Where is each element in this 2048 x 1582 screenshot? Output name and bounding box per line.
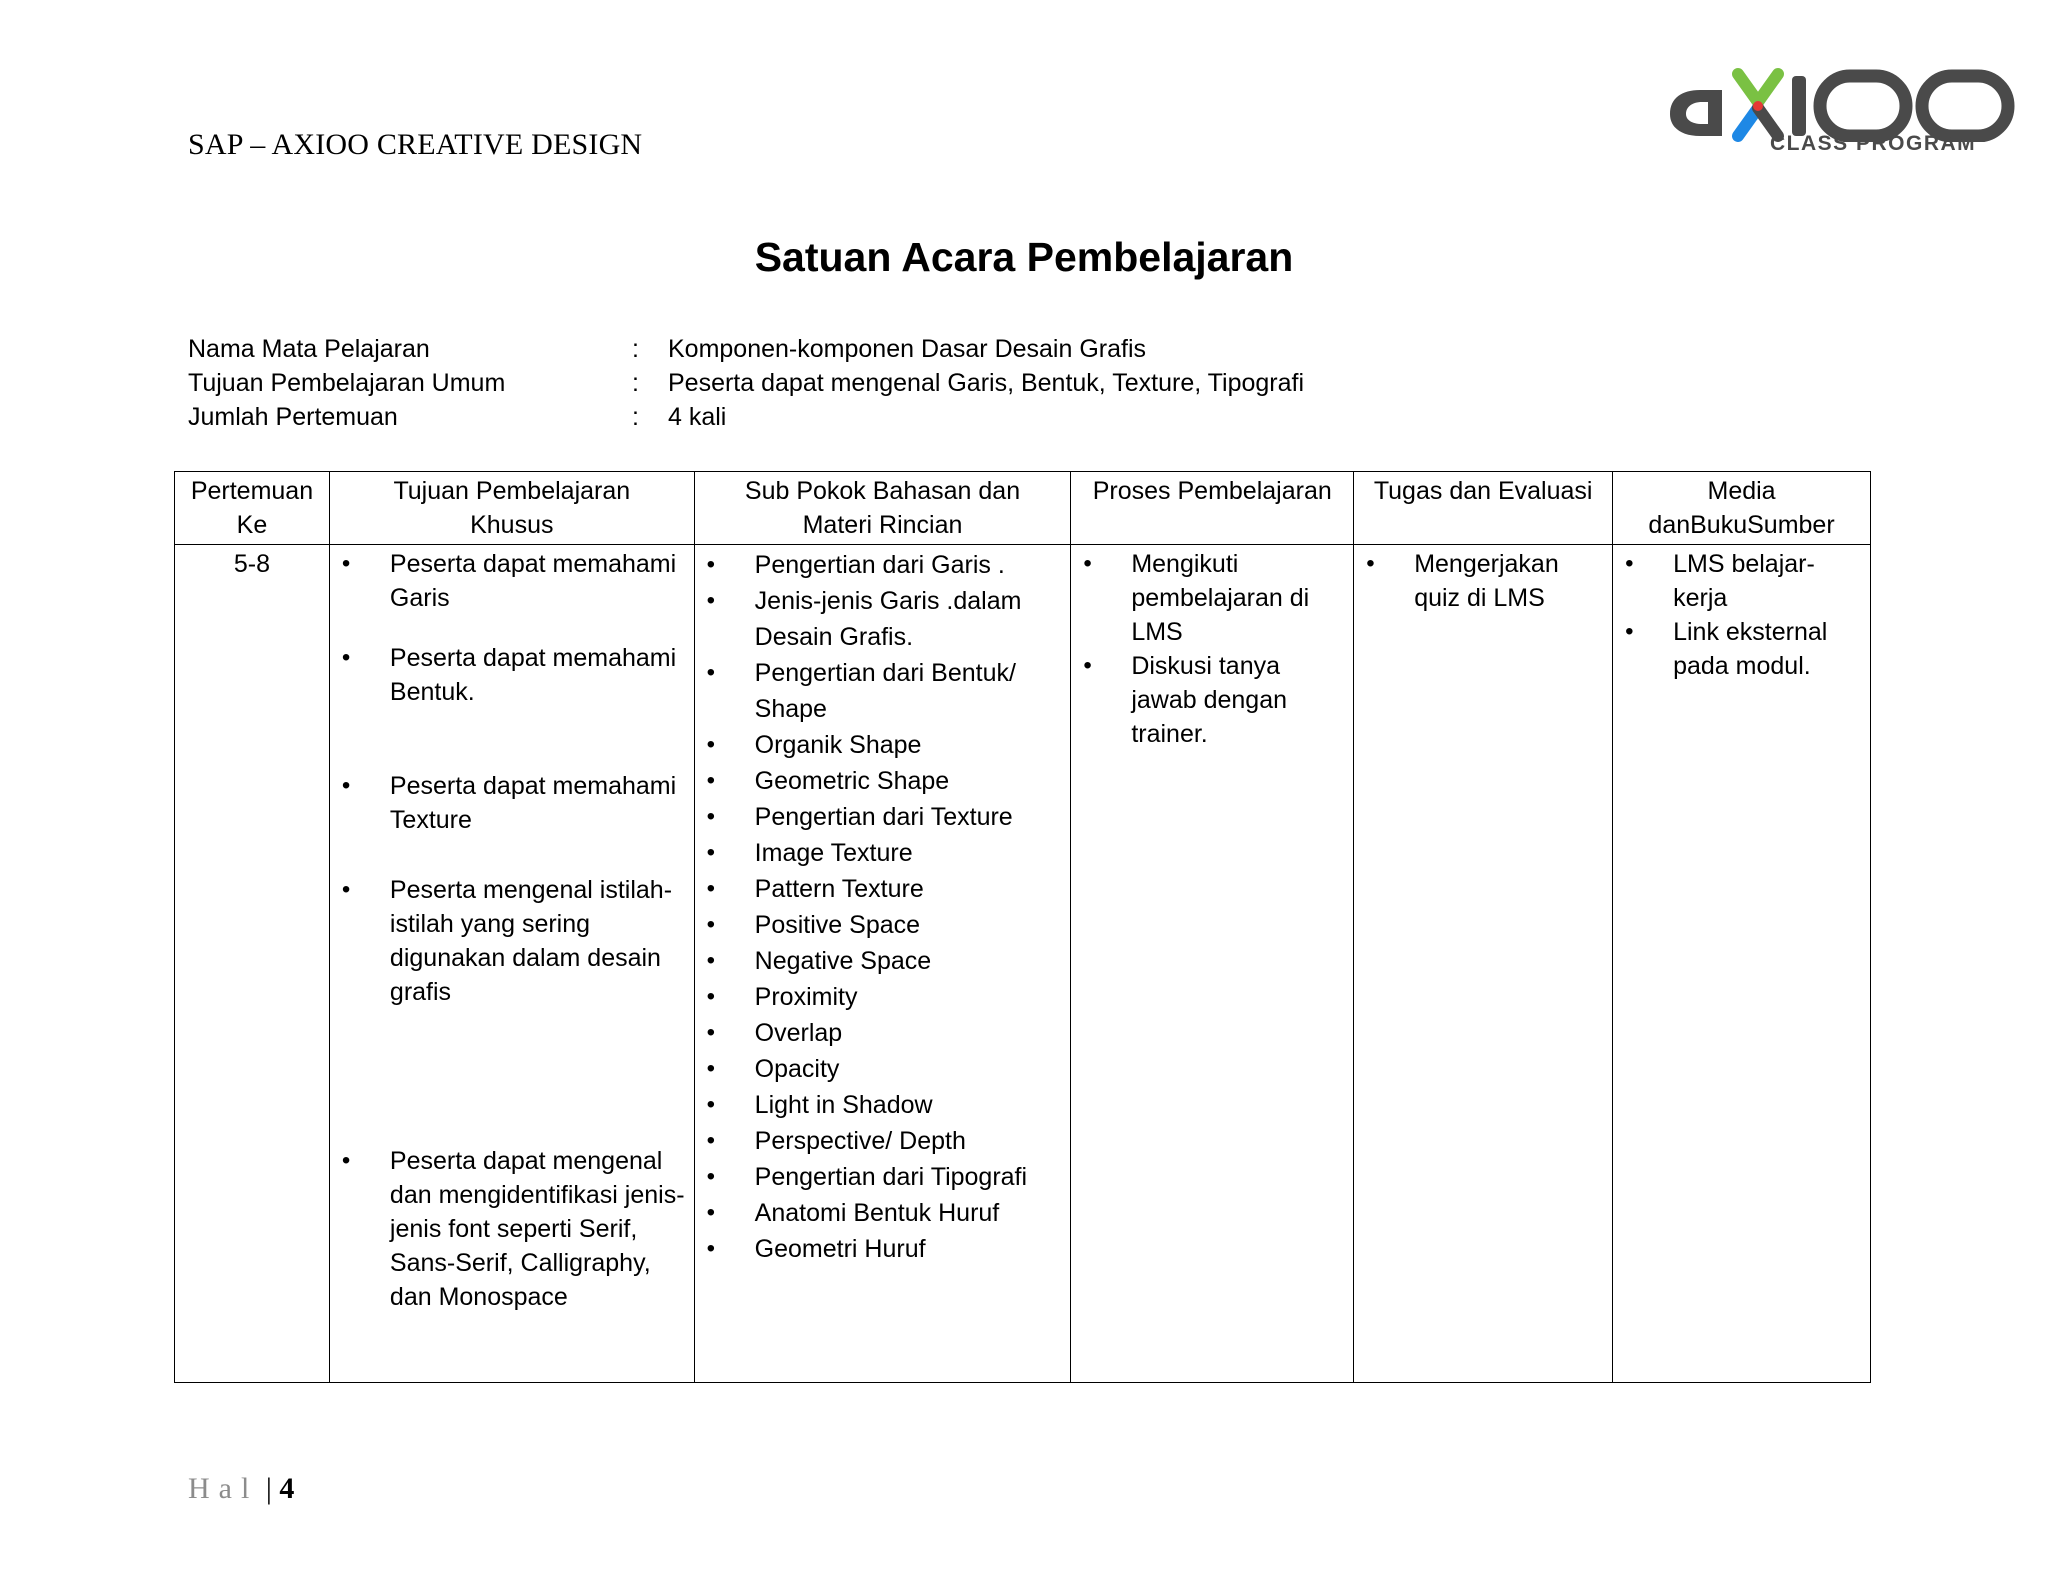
info-row-meetings <box>188 400 1304 434</box>
table-header-row <box>175 472 1871 545</box>
list-item: • Pengertian dari Garis . <box>695 547 1071 583</box>
cell-tujuan <box>329 545 694 1383</box>
page-number: 4 <box>279 1472 295 1505</box>
page-footer <box>188 1472 294 1506</box>
footer-hal: Hal <box>188 1472 259 1505</box>
header-line: Materi Rincian <box>802 511 963 539</box>
info-colon: : <box>632 403 639 431</box>
list-item: • Organik Shape <box>695 727 1071 763</box>
list-item: • Peserta dapat memahami Bentuk. <box>330 641 694 709</box>
list-item: • Pattern Texture <box>695 871 1071 907</box>
list-item: • Anatomi Bentuk Huruf <box>695 1195 1071 1231</box>
header-tujuan <box>329 472 694 545</box>
axioo-logo-mark <box>1660 62 2020 142</box>
header-line: Pertemuan <box>190 477 314 505</box>
list-item: • Peserta dapat mengenal dan mengidentifikasi jenis-jenis font seperti Serif, Sans-Serif, Calligraphy, dan Monospace <box>330 1144 694 1314</box>
cell-tugas <box>1354 545 1613 1383</box>
list-item: • Mengerjakan quiz di LMS <box>1354 547 1612 615</box>
list-item: • Geometric Shape <box>695 763 1071 799</box>
header-line: Tugas dan Evaluasi <box>1373 477 1593 505</box>
list-item: • Negative Space <box>695 943 1071 979</box>
footer-separator: | <box>265 1472 272 1505</box>
list-item: • Peserta mengenal istilah-istilah yang sering digunakan dalam desain grafis <box>330 873 694 1009</box>
list-item: • Perspective/ Depth <box>695 1123 1071 1159</box>
document-title: Satuan Acara Pembelajaran <box>754 234 1294 280</box>
header-tugas <box>1354 472 1613 545</box>
header-line: Proses Pembelajaran <box>1092 477 1332 505</box>
cell-proses <box>1071 545 1354 1383</box>
header-line: danBukuSumber <box>1648 511 1835 539</box>
info-row-goal <box>188 366 1304 400</box>
info-value: 4 kali <box>668 403 727 431</box>
info-block <box>188 332 1304 434</box>
list-item: • Positive Space <box>695 907 1071 943</box>
info-label: Jumlah Pertemuan <box>188 403 398 431</box>
list-item: • Pengertian dari Tipografi <box>695 1159 1071 1195</box>
list-item: • Light in Shadow <box>695 1087 1071 1123</box>
list-item: • Overlap <box>695 1015 1071 1051</box>
header-line: Tujuan Pembelajaran <box>393 477 631 505</box>
cell-media <box>1613 545 1871 1383</box>
proses-list <box>1071 545 1353 751</box>
media-list <box>1613 545 1870 683</box>
list-item: • Geometri Huruf <box>695 1231 1071 1267</box>
list-item: • LMS belajar-kerja <box>1613 547 1870 615</box>
header-media <box>1613 472 1871 545</box>
info-colon: : <box>632 335 639 363</box>
header-title: SAP – AXIOO CREATIVE DESIGN <box>188 128 643 161</box>
header-pertemuan <box>175 472 330 545</box>
list-item: • Proximity <box>695 979 1071 1015</box>
info-colon: : <box>632 369 639 397</box>
info-value: Peserta dapat mengenal Garis, Bentuk, Texture, Tipografi <box>668 369 1305 397</box>
info-value: Komponen-komponen Dasar Desain Grafis <box>668 335 1147 363</box>
list-item: • Mengikuti pembelajaran di LMS <box>1071 547 1353 649</box>
cell-pertemuan: 5-8 <box>175 545 330 1383</box>
cell-sub-pokok <box>694 545 1071 1383</box>
axioo-logo <box>1660 62 2020 162</box>
list-item: • Peserta dapat memahami Garis <box>330 547 694 615</box>
sub-pokok-list <box>695 545 1071 1267</box>
logo-subtitle: CLASS PROGRAM <box>1770 132 1977 155</box>
list-item: • Pengertian dari Bentuk/ Shape <box>695 655 1071 727</box>
table-row <box>175 545 1871 1383</box>
header-line: Khusus <box>470 511 554 539</box>
list-item: • Peserta dapat memahami Texture <box>330 769 694 837</box>
list-item: • Image Texture <box>695 835 1071 871</box>
header-proses <box>1071 472 1354 545</box>
info-label: Tujuan Pembelajaran Umum <box>188 369 506 397</box>
list-item: • Pengertian dari Texture <box>695 799 1071 835</box>
list-item: • Diskusi tanya jawab dengan trainer. <box>1071 649 1353 751</box>
list-item: • Link eksternal pada modul. <box>1613 615 1870 683</box>
info-label: Nama Mata Pelajaran <box>188 335 430 363</box>
header-line: Sub Pokok Bahasan dan <box>744 477 1021 505</box>
sap-table <box>174 471 1871 1383</box>
header-sub-pokok <box>694 472 1071 545</box>
header-line: Ke <box>236 511 268 539</box>
info-row-subject <box>188 332 1304 366</box>
list-item: • Jenis-jenis Garis .dalam Desain Grafis. <box>695 583 1071 655</box>
header-line: Media <box>1707 477 1776 505</box>
tugas-list <box>1354 545 1612 615</box>
tujuan-list <box>330 545 694 1314</box>
list-item: • Opacity <box>695 1051 1071 1087</box>
